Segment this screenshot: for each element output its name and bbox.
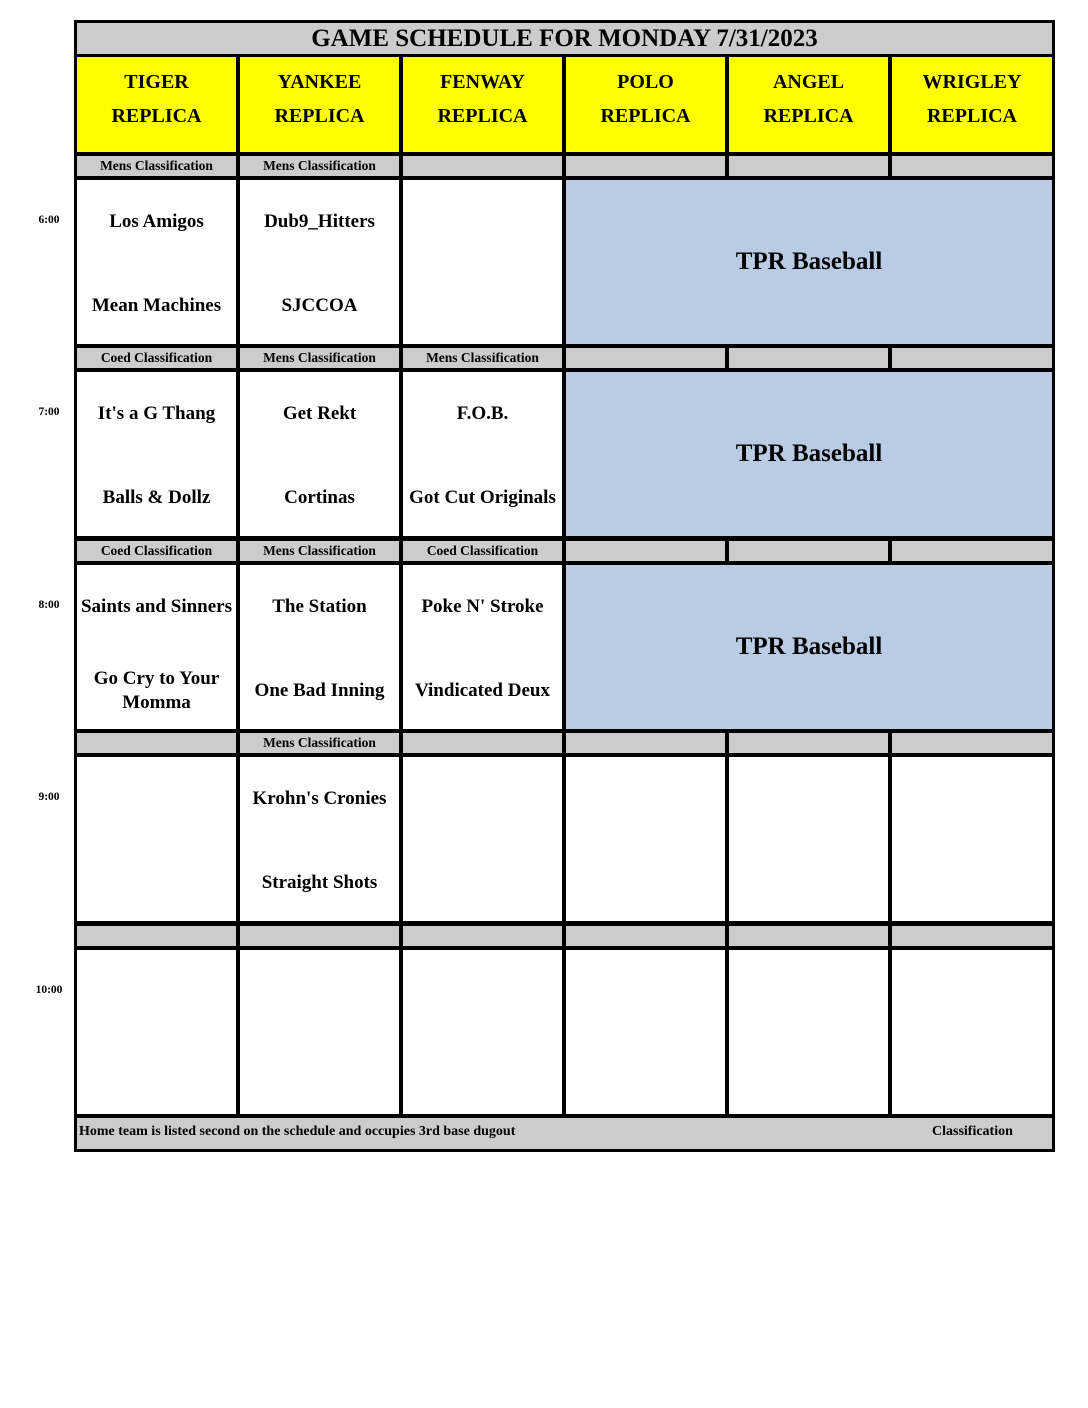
away-team: Dub9_Hitters bbox=[264, 211, 375, 233]
field-sub: REPLICA bbox=[600, 105, 691, 127]
game-cell bbox=[403, 950, 562, 1114]
field-header-yankee bbox=[240, 57, 399, 152]
field-sub: REPLICA bbox=[274, 105, 365, 127]
home-team: Mean Machines bbox=[91, 295, 222, 317]
classification-band bbox=[892, 348, 1052, 368]
classification-band bbox=[77, 926, 236, 946]
away-team: Los Amigos bbox=[109, 211, 204, 233]
reserved-block: TPR Baseball bbox=[566, 565, 1052, 729]
home-team: One Bad Inning bbox=[254, 680, 385, 702]
home-team bbox=[729, 1036, 888, 1116]
away-team: Get Rekt bbox=[282, 403, 357, 425]
home-team: Cortinas bbox=[284, 487, 355, 509]
game-cell bbox=[77, 565, 236, 729]
away-team: Poke N' Stroke bbox=[421, 596, 544, 618]
away-team bbox=[892, 952, 1052, 1032]
schedule-grid bbox=[74, 20, 1055, 1152]
classification-band: Coed Classification bbox=[77, 541, 236, 561]
classification-band bbox=[892, 541, 1052, 561]
classification-band: Mens Classification bbox=[240, 348, 399, 368]
home-team bbox=[892, 843, 1052, 923]
game-cell bbox=[77, 950, 236, 1114]
classification-band bbox=[729, 733, 888, 753]
time-label: 6:00 bbox=[38, 214, 60, 226]
classification-band: Mens Classification bbox=[240, 541, 399, 561]
classification-band: Coed Classification bbox=[77, 348, 236, 368]
field-header-fenway bbox=[403, 57, 562, 152]
home-team bbox=[77, 1036, 236, 1116]
field-name: POLO bbox=[617, 71, 674, 93]
game-cell bbox=[566, 950, 725, 1114]
footer-note: Home team is listed second on the schedule and occupies 3rd base dugout bbox=[79, 1124, 516, 1139]
classification-band bbox=[566, 348, 725, 368]
classification-band bbox=[403, 926, 562, 946]
field-sub: REPLICA bbox=[926, 105, 1017, 127]
game-cell bbox=[240, 757, 399, 921]
game-cell bbox=[892, 757, 1052, 921]
schedule-title: GAME SCHEDULE FOR MONDAY 7/31/2023 bbox=[77, 23, 1052, 54]
away-team bbox=[77, 952, 236, 1032]
away-team: The Station bbox=[272, 596, 367, 618]
field-name: FENWAY bbox=[440, 71, 525, 93]
game-cell bbox=[77, 372, 236, 536]
classification-band: Mens Classification bbox=[77, 156, 236, 176]
classification-band bbox=[729, 348, 888, 368]
game-cell bbox=[729, 950, 888, 1114]
away-team: Krohn's Cronies bbox=[252, 788, 387, 810]
field-sub: REPLICA bbox=[111, 105, 202, 127]
classification-band bbox=[403, 733, 562, 753]
field-header-tiger bbox=[77, 57, 236, 152]
home-team: Straight Shots bbox=[261, 872, 378, 894]
classification-band bbox=[566, 733, 725, 753]
classification-band bbox=[729, 156, 888, 176]
game-cell bbox=[77, 757, 236, 921]
field-sub: REPLICA bbox=[437, 105, 528, 127]
field-header-polo bbox=[566, 57, 725, 152]
classification-band: Mens Classification bbox=[403, 348, 562, 368]
home-team: Vindicated Deux bbox=[415, 680, 550, 702]
classification-band bbox=[729, 541, 888, 561]
away-team bbox=[403, 182, 562, 262]
home-team bbox=[77, 843, 236, 923]
classification-band bbox=[240, 926, 399, 946]
classification-band bbox=[403, 156, 562, 176]
field-name: YANKEE bbox=[277, 71, 362, 93]
game-cell bbox=[240, 565, 399, 729]
away-team bbox=[566, 759, 725, 839]
game-cell bbox=[240, 372, 399, 536]
game-cell bbox=[403, 757, 562, 921]
field-name: WRIGLEY bbox=[922, 71, 1022, 93]
home-team bbox=[403, 266, 562, 346]
home-team bbox=[566, 843, 725, 923]
field-name: TIGER bbox=[124, 71, 189, 93]
away-team bbox=[729, 952, 888, 1032]
classification-band bbox=[892, 926, 1052, 946]
classification-band bbox=[77, 733, 236, 753]
away-team bbox=[240, 952, 399, 1032]
away-team: It's a G Thang bbox=[97, 403, 216, 425]
away-team bbox=[729, 759, 888, 839]
home-team: SJCCOA bbox=[281, 295, 358, 317]
game-cell bbox=[240, 950, 399, 1114]
classification-band bbox=[566, 541, 725, 561]
field-name: ANGEL bbox=[772, 71, 845, 93]
home-team: Go Cry to Your Momma bbox=[93, 668, 220, 713]
away-team: Saints and Sinners bbox=[80, 596, 232, 618]
game-cell bbox=[403, 565, 562, 729]
game-cell bbox=[77, 180, 236, 344]
away-team bbox=[566, 952, 725, 1032]
classification-band bbox=[729, 926, 888, 946]
home-team bbox=[729, 843, 888, 923]
game-cell bbox=[403, 372, 562, 536]
home-team bbox=[403, 843, 562, 923]
time-label: 7:00 bbox=[38, 406, 60, 418]
reserved-block: TPR Baseball bbox=[566, 372, 1052, 536]
classification-band: Mens Classification bbox=[240, 733, 399, 753]
home-team: Balls & Dollz bbox=[102, 487, 211, 509]
field-header-angel bbox=[729, 57, 888, 152]
classification-band bbox=[566, 156, 725, 176]
game-cell bbox=[566, 757, 725, 921]
home-team bbox=[892, 1036, 1052, 1116]
game-cell bbox=[403, 180, 562, 344]
home-team: Got Cut Originals bbox=[409, 487, 556, 509]
field-header-wrigley bbox=[892, 57, 1052, 152]
away-team bbox=[892, 759, 1052, 839]
footer-label: Classification bbox=[932, 1124, 1013, 1139]
classification-band: Mens Classification bbox=[240, 156, 399, 176]
time-label: 10:00 bbox=[35, 984, 63, 996]
classification-band: Coed Classification bbox=[403, 541, 562, 561]
field-sub: REPLICA bbox=[763, 105, 854, 127]
away-team: F.O.B. bbox=[456, 403, 509, 425]
classification-band bbox=[892, 156, 1052, 176]
game-cell bbox=[729, 757, 888, 921]
time-label: 8:00 bbox=[38, 599, 60, 611]
footer-bar bbox=[77, 1118, 1052, 1149]
away-team bbox=[403, 759, 562, 839]
classification-band bbox=[892, 733, 1052, 753]
reserved-block: TPR Baseball bbox=[566, 180, 1052, 344]
classification-band bbox=[566, 926, 725, 946]
away-team bbox=[403, 952, 562, 1032]
home-team bbox=[566, 1036, 725, 1116]
home-team bbox=[240, 1036, 399, 1116]
away-team bbox=[77, 759, 236, 839]
time-label: 9:00 bbox=[38, 791, 60, 803]
game-cell bbox=[892, 950, 1052, 1114]
game-cell bbox=[240, 180, 399, 344]
home-team bbox=[403, 1036, 562, 1116]
